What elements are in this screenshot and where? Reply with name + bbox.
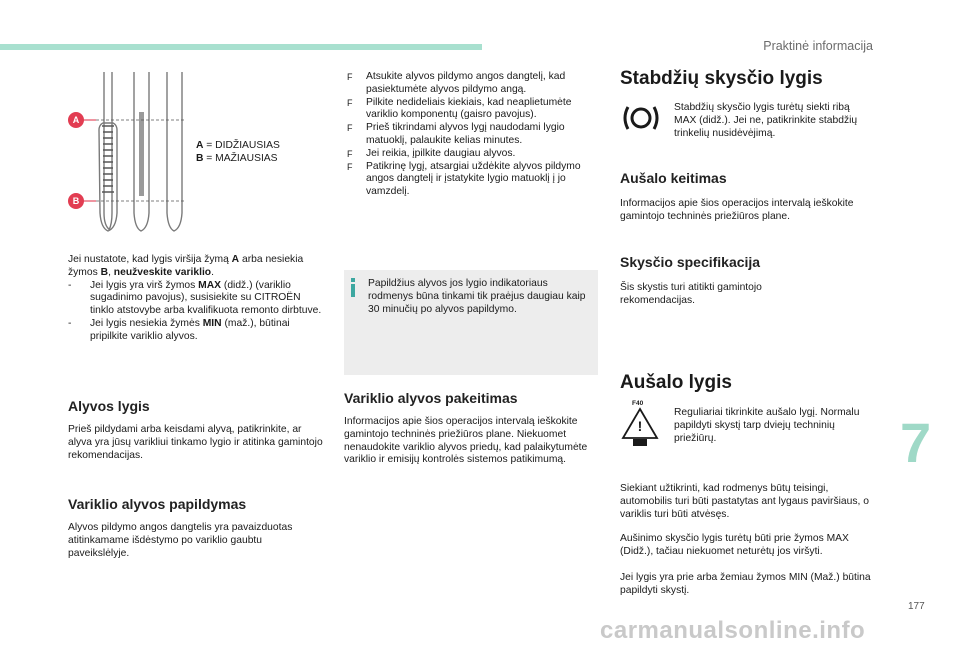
hot-engine-warning-icon — [620, 400, 660, 447]
info-text: Papildžius alyvos jos lygio indikatoriaus rodmenys būna tinkami tik praėjus daugiau kaip 30 minučių po alyvos papildymo. — [368, 278, 586, 315]
oil-topup-steps — [344, 71, 600, 199]
coolant-change-heading: Aušalo keitimas — [620, 170, 727, 186]
page-number: 177 — [908, 601, 925, 612]
coolant-change-body: Informacijos apie šios operacijos intervalą ieškokite gamintojo techninės priežiūros plane. — [620, 198, 854, 222]
brake-fluid-body: Stabdžių skysčio lygis turėtų siekti ribą MAX (didž.). Jei ne, patikrinkite stabdžių trinkelių nusidėvėjimą. — [674, 102, 858, 139]
oil-change-heading: Variklio alyvos pakeitimas — [344, 390, 518, 406]
oil-topup-heading: Variklio alyvos papildymas — [68, 496, 247, 512]
watermark: carmanualsonline.info — [600, 617, 866, 644]
coolant-level-p3: Jei lygis yra prie arba žemiau žymos MIN (Maž.) būtina papildyti skystį. — [620, 572, 871, 596]
info-box — [344, 270, 598, 375]
fluid-spec-heading: Skysčio specifikacija — [620, 254, 761, 270]
icon-label: F40 — [632, 400, 644, 407]
level-warning-list — [68, 280, 324, 344]
legend-a-key: A — [196, 140, 204, 151]
list-item: - Jei lygis nesiekia žymės MIN (maž.), būtinai pripilkite variklio alyvos. — [68, 317, 290, 342]
coolant-level-p2: Aušinimo skysčio lygis turėtų būti prie žymos MAX (Didž.), tačiau niekuomet neturėtų jos viršyti. — [620, 533, 849, 557]
section-title: Praktinė informacija — [763, 39, 873, 53]
oil-level-heading: Alyvos lygis — [68, 398, 150, 414]
legend-b-text: = MAŽIAUSIAS — [203, 152, 278, 164]
header-accent-bar — [0, 44, 482, 50]
coolant-level-intro: Reguliariai tikrinkite aušalo lygį. Normalu papildyti skystį tarp dviejų techninių priežiūrų. — [674, 407, 860, 444]
figure-legend — [196, 140, 326, 166]
legend-a-text: = DIDŽIAUSIAS — [203, 140, 280, 151]
list-item: F Prieš tikrindami alyvos lygį naudodami lygio matuoklį, palaukite kelias minutes. — [347, 122, 565, 146]
brake-fluid-heading: Stabdžių skysčio lygis — [620, 68, 823, 89]
chapter-tab: 7 — [900, 411, 932, 474]
coolant-level-p1: Siekiant užtikrinti, kad rodmenys būtų teisingi, automobilis turi būti pastatytas ant lygaus paviršiaus, o variklis turi būti atvėsęs. — [620, 483, 869, 520]
oil-level-body: Prieš pildydami arba keisdami alyvą, patikrinkite, ar alyva yra jūsų varikliui tinkamo lygio ir atitinka gamintojo rekomendacijas. — [68, 424, 323, 461]
brake-warning-icon — [622, 102, 660, 134]
fluid-spec-body: Šis skystis turi atitikti gamintojo rekomendacijas. — [620, 282, 762, 306]
info-icon — [349, 278, 357, 298]
list-item: F Atsukite alyvos pildymo angos dangtelį, kad pasiektumėte alyvos pildymo angą. — [347, 71, 566, 95]
list-item: - Jei lygis yra virš žymos MAX (didž.) (variklio sugadinimo pavojus), susisiekite su CITROËN tinklo atstovybe arba kvalifikuota remonto dirbtuve. — [68, 279, 322, 317]
svg-text:!: ! — [637, 418, 643, 434]
coolant-level-heading: Aušalo lygis — [620, 372, 732, 393]
marker-b: B — [68, 193, 84, 209]
list-item: F Jei reikia, įpilkite daugiau alyvos. — [347, 147, 516, 159]
marker-a: A — [68, 112, 84, 128]
list-item: F Pilkite nedideliais kiekiais, kad neaplietumėte variklio komponentų (gaisro pavojus). — [347, 96, 572, 121]
oil-change-body: Informacijos apie šios operacijos intervalą ieškokite gamintojo techninės priežiūros plane. Niekuomet nenaudokite variklio alyvos priedų, kad palaikytumėte variklio ir emisijų kontrolės sistemos patikimumą. — [344, 416, 588, 466]
legend-b-key: B — [196, 152, 204, 164]
column-1 — [68, 254, 324, 344]
level-warning-intro: Jei nustatote, kad lygis viršija žymą A arba nesiekia žymos B, neužveskite variklio. — [68, 254, 304, 278]
oil-topup-body: Alyvos pildymo angos dangtelis yra pavaizduotas atitinkamame išdėstymo po variklio gaubtu paveikslėlyje. — [68, 522, 293, 559]
list-item: F Patikrinę lygį, atsargiai uždėkite alyvos pildymo angos dangtelį ir įstatykite lygio matuoklį į jo vamzdelį. — [347, 160, 581, 198]
